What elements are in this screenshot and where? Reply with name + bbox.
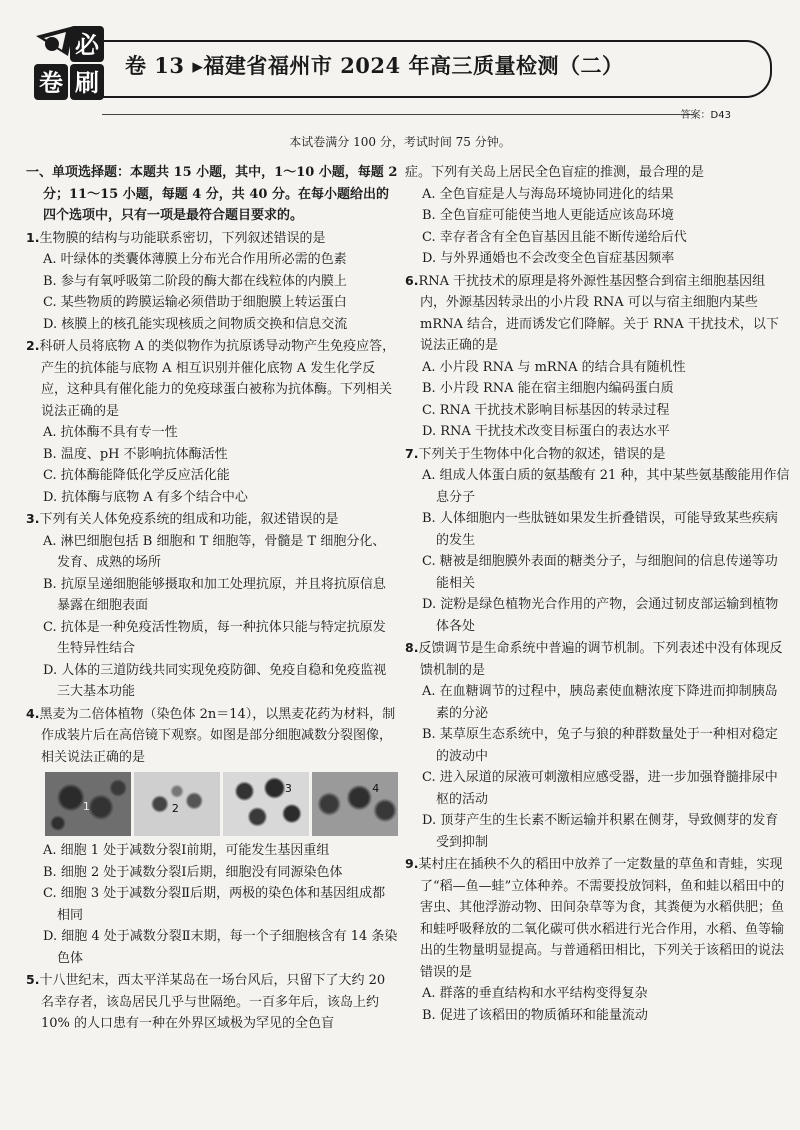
question-number: 9. [405, 856, 419, 871]
option-c: C. RNA 干扰技术影响目标基因的转录过程 [422, 402, 670, 418]
question-3 [26, 508, 398, 531]
question-number: 4. [26, 705, 40, 721]
option-a: A. 抗体酶不具有专一性 [43, 425, 178, 440]
question-number: 1. [26, 229, 40, 245]
option-b: B. 参与有氧呼吸第二阶段的酶大都在线粒体的内膜上 [43, 273, 347, 289]
option-d: D. 核膜上的核孔能实现核质之间物质交换和信息交流 [43, 316, 348, 332]
micrograph-cell-2 [134, 772, 220, 836]
question-stem: 黑麦为二倍体植物（染色体 2n＝14），以黑麦花药为材料，制作成装片后在高倍镜下观察。如图是部分细胞减数分裂图像，相关说法正确的是 [39, 706, 396, 765]
question-stem: 下列关于生物体中化合物的叙述，错误的是 [418, 446, 666, 462]
cell-label: 4 [372, 782, 380, 796]
option-c: C. 细胞 3 处于减数分裂Ⅱ后期，两极的染色体和基因组成都相同 [43, 886, 386, 923]
option-c: C. 抗体酶能降低化学反应活化能 [43, 468, 230, 483]
option-d: D. 人体的三道防线共同实现免疫防御、免疫自稳和免疫监视三大基本功能 [43, 662, 387, 699]
cell-label: 1 [82, 800, 90, 814]
micrograph-cell-4 [312, 772, 398, 836]
option-c: C. 幸存者含有全色盲基因且能不断传递给后代 [422, 229, 687, 245]
option-b: B. 细胞 2 处于减数分裂Ⅰ后期，细胞没有同源染色体 [43, 864, 343, 880]
option-b: B. 全色盲症可能使当地人更能适应该岛环境 [422, 208, 674, 223]
option-d: D. 顶芽产生的生长素不断运输并积累在侧芽，导致侧芽的发育受到抑制 [422, 813, 779, 850]
option-d: D. RNA 干扰技术改变目标蛋白的表达水平 [422, 424, 670, 439]
header-divider [102, 114, 694, 115]
question-8 [405, 637, 790, 681]
question-stem: 生物膜的结构与功能联系密切，下列叙述错误的是 [39, 230, 326, 246]
option-d: D. 与外界通婚也不会改变全色盲症基因频率 [422, 251, 675, 266]
option-d: D. 细胞 4 处于减数分裂Ⅱ末期，每一个子细胞核含有 14 条染色体 [43, 929, 398, 966]
option-b: B. 抗原呈递细胞能够摄取和加工处理抗原，并且将抗原信息暴露在细胞表面 [43, 576, 386, 613]
answer-reference: 答案：D43 [680, 110, 731, 121]
question-stem: 科研人员将底物 A 的类似物作为抗原诱导动物产生免疫应答，产生的抗体能与底物 A 相互识别并催化底物 A 发生化学反应，这种具有催化能力的免疫球蛋白被称为抗体酶。下列相关说法正确的是 [39, 339, 396, 419]
logo-text-left: 卷 [39, 69, 63, 97]
question-2 [26, 335, 398, 422]
logo-text-right: 刷 [75, 69, 99, 97]
question-stem: 某村庄在插秧不久的稻田中放养了一定数量的草鱼和青蛙，实现了“稻—鱼—蛙”立体种养。不需要投放饲料，鱼和蛙以稻田中的害虫、其他浮游动物、田间杂草等为食，其粪便为水稻供肥；鱼和蛙呼吸释放的二氧化碳可供水稻进行光合作用，水稻、鱼等输出的生物量明显提高。与普通稻田相比，下列关于该稻田的说法错误的是 [418, 857, 785, 980]
question-number: 6. [405, 272, 419, 288]
cell-label: 3 [284, 782, 292, 796]
question-number: 5. [26, 972, 40, 987]
option-a: A. 细胞 1 处于减数分裂Ⅰ前期，可能发生基因重组 [43, 843, 330, 858]
option-b: B. 促进了该稻田的物质循环和能量流动 [422, 1007, 648, 1023]
option-d: D. 抗体酶与底物 A 有多个结合中心 [43, 489, 248, 505]
question-9 [405, 853, 790, 983]
left-column [26, 162, 398, 1035]
section-heading: 一、单项选择题：本题共 15 小题，其中，1～10 小题，每题 2 分；11～15 小题，每题 4 分，共 40 分。在每小题给出的四个选项中，只有一项是最符合题目要求的。 [26, 165, 398, 223]
option-c: C. 进入尿道的尿液可刺激相应感受器，进一步加强脊髓排尿中枢的活动 [422, 770, 778, 807]
page-header [30, 22, 775, 121]
question-6 [405, 270, 790, 357]
option-b: B. 某草原生态系统中，兔子与狼的种群数量处于一种相对稳定的波动中 [422, 727, 778, 764]
question-1 [26, 227, 398, 250]
option-a: A. 在血糖调节的过程中，胰岛素使血糖浓度下降进而抑制胰岛素的分泌 [422, 684, 778, 721]
option-c: C. 糖被是细胞膜外表面的糖类分子，与细胞间的信息传递等功能相关 [422, 554, 778, 591]
option-a: A. 叶绿体的类囊体薄膜上分布光合作用所必需的色素 [43, 252, 347, 267]
option-c: C. 抗体是一种免疫活性物质，每一种抗体只能与特定抗原发生特异性结合 [43, 619, 386, 656]
cell-label: 2 [171, 801, 179, 815]
question-number: 3. [26, 511, 40, 526]
right-column [405, 162, 790, 1026]
micrograph-cell-1 [45, 772, 131, 836]
micrograph-figure [45, 772, 398, 836]
question-number: 7. [405, 445, 419, 461]
option-a: A. 群落的垂直结构和水平结构变得复杂 [422, 986, 648, 1001]
logo-text-top: 必 [75, 31, 99, 59]
option-a: A. 组成人体蛋白质的氨基酸有 21 种，其中某些氨基酸能用作信息分子 [422, 468, 790, 505]
option-b: B. 温度、pH 不影响抗体酶活性 [43, 446, 228, 462]
question-number: 2. [26, 338, 40, 353]
question-7 [405, 443, 790, 466]
option-c: C. 某些物质的跨膜运输必须借助于细胞膜上转运蛋白 [43, 295, 347, 310]
question-4 [26, 703, 398, 769]
question-5 [26, 969, 398, 1035]
option-d: D. 淀粉是绿色植物光合作用的产物，会通过韧皮部运输到植物体各处 [422, 597, 779, 634]
option-a: A. 小片段 RNA 与 mRNA 的结合具有随机性 [422, 359, 686, 375]
question-stem: 十八世纪末，西太平洋某岛在一场台风后，只留下了大约 20 名幸存者，该岛居民几乎与世隔绝。一百多年后，该岛上约 10% 的人口患有一种在外界区域极为罕见的全色盲 [39, 973, 386, 1031]
option-b: B. 人体细胞内一些肽链如果发生折叠错误，可能导致某些疾病的发生 [422, 511, 778, 548]
logo-badge-icon [30, 22, 110, 102]
question-stem: 下列有关人体免疫系统的组成和功能，叙述错误的是 [39, 512, 339, 527]
option-a: A. 淋巴细胞包括 B 细胞和 T 细胞等，骨髓是 T 细胞分化、发育、成熟的场所 [43, 533, 386, 570]
question-5-continued: 症。下列有关岛上居民全色盲症的推测，最合理的是 [405, 165, 705, 180]
question-stem: RNA 干扰技术的原理是将外源性基因整合到宿主细胞基因组内，外源基因转录出的小片段 RNA 可以与宿主细胞内某些 mRNA 结合，进而诱发它们降解。关于 RNA 干扰技术，以下说法正确的是 [418, 273, 779, 353]
micrograph-cell-3 [223, 772, 309, 836]
option-b: B. 小片段 RNA 能在宿主细胞内编码蛋白质 [422, 381, 674, 396]
page-title: 卷 13 ▸福建省福州市 2024 年高三质量检测（二） [125, 53, 624, 78]
exam-info: 本试卷满分 100 分，考试时间 75 分钟。 [289, 135, 511, 149]
option-a: A. 全色盲症是人与海岛环境协同进化的结果 [422, 186, 674, 202]
question-number: 8. [405, 640, 419, 655]
question-stem: 反馈调节是生命系统中普遍的调节机制。下列表述中没有体现反馈机制的是 [418, 641, 783, 678]
